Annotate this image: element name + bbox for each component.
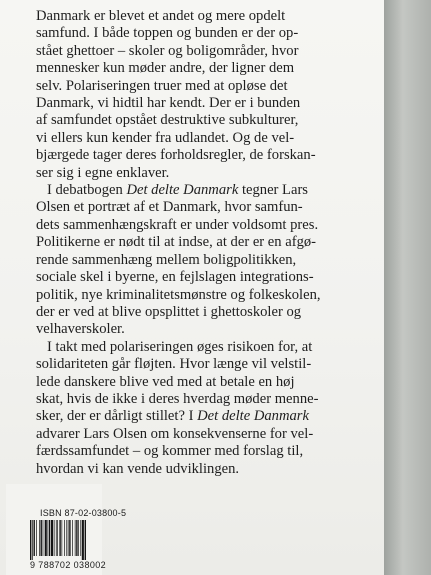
barcode-bar: [56, 520, 57, 556]
barcode-bar: [76, 520, 77, 556]
barcode-bar: [41, 520, 42, 556]
barcode-bar: [43, 520, 44, 556]
background-surface: [384, 0, 431, 575]
text-line: dets sammenhængskraft er under voldsomt pres.: [36, 216, 319, 233]
text-line: [36, 408, 360, 425]
barcode-bar: [51, 520, 53, 556]
text-line: bjærgede tager deres forholdsregler, de forskan-: [36, 147, 316, 164]
barcode-bar: [69, 520, 70, 556]
barcode-bar: [72, 520, 73, 556]
book-title: Det delte Danmark: [126, 182, 239, 199]
barcode-bar: [64, 520, 65, 556]
blurb-text: [36, 8, 360, 478]
barcode-bar: [62, 520, 63, 556]
barcode-bar: [36, 520, 37, 556]
barcode-bar: [49, 520, 50, 556]
text-line: samfund. I både toppen og bunden er der op-: [36, 25, 299, 42]
paragraph-2: [36, 182, 360, 339]
paragraph-1: [36, 8, 360, 182]
barcode-bar: [80, 520, 81, 556]
text-line: der er ved at blive opsplittet i ghettoskoler og: [36, 303, 302, 320]
barcode-bar: [54, 520, 55, 556]
isbn-label: ISBN 87-02-03800-5: [40, 508, 127, 518]
text-line: hvordan vi kan vende udviklingen.: [36, 460, 240, 477]
text-line: selv. Polariseringen truer med at opløse det: [36, 77, 288, 94]
text-line: færdssamfundet – og kommer med forslag til,: [36, 443, 304, 460]
barcode-image: [30, 520, 100, 560]
barcode-bar: [85, 520, 86, 560]
text-line: af samfundet opstået destruktive subkulturer,: [36, 112, 299, 129]
text-fragment: sker, der er dårligt stillet? I: [36, 408, 198, 425]
text-fragment: I debatbogen: [47, 182, 127, 199]
barcode-bar: [59, 520, 60, 556]
text-line: Danmark er blevet et andet og mere opdelt: [36, 8, 286, 24]
text-line: [36, 182, 360, 199]
text-line: Politikerne er nødt til at indse, at der er en afgø-: [36, 234, 317, 251]
text-line: rende sammenhæng mellem boligpolitikken,: [36, 251, 297, 268]
barcode-bar: [45, 520, 47, 556]
barcode-bar: [68, 520, 69, 556]
barcode-bar: [82, 520, 84, 560]
barcode-bar: [57, 520, 58, 556]
text-line: velhaverskoler.: [36, 321, 125, 338]
barcode-bar: [32, 520, 33, 560]
text-line: ser sig i egne enklaver.: [36, 164, 170, 181]
text-line: solidariteten går fløjten. Hvor længe vil velstil-: [36, 356, 312, 373]
text-line: stået ghettoer – skoler og boligområder, hvor: [36, 42, 299, 59]
text-line: lede danskere blive ved med at betale en høj: [36, 373, 295, 390]
text-line: politik, nye kriminalitetsmønstre og folkeskolen,: [36, 286, 321, 303]
text-line: sociale skel i byerne, en fejlslagen integrations-: [36, 269, 314, 286]
barcode-digits: 9 788702 038002: [30, 560, 107, 570]
text-line: advarer Lars Olsen om konsekvenserne for vel-: [36, 425, 314, 442]
text-line: Danmark, vi hidtil har kendt. Der er i bunden: [36, 95, 301, 112]
paragraph-3: [36, 339, 360, 478]
text-line: skat, hvis de ikke i deres hverdag møder menne-: [36, 390, 319, 407]
text-line: mennesker kun møder andre, der ligner dem: [36, 60, 295, 77]
barcode-bar: [66, 520, 67, 556]
book-title: Det delte Danmark: [197, 408, 309, 425]
barcode-bar: [78, 520, 79, 556]
text-line: Olsen et portræt af et Danmark, hvor samfun-: [36, 199, 303, 216]
barcode-bar: [39, 520, 40, 556]
text-line: I takt med polariseringen øges risikoen for, at: [47, 338, 313, 355]
barcode-bar: [30, 520, 31, 560]
barcode-bar: [48, 520, 49, 556]
text-fragment: tegner Lars: [238, 182, 308, 199]
text-line: vi ellers kun kender fra udlandet. Og de vel-: [36, 129, 295, 146]
barcode-bar: [75, 520, 76, 556]
barcode-bar: [34, 520, 35, 556]
